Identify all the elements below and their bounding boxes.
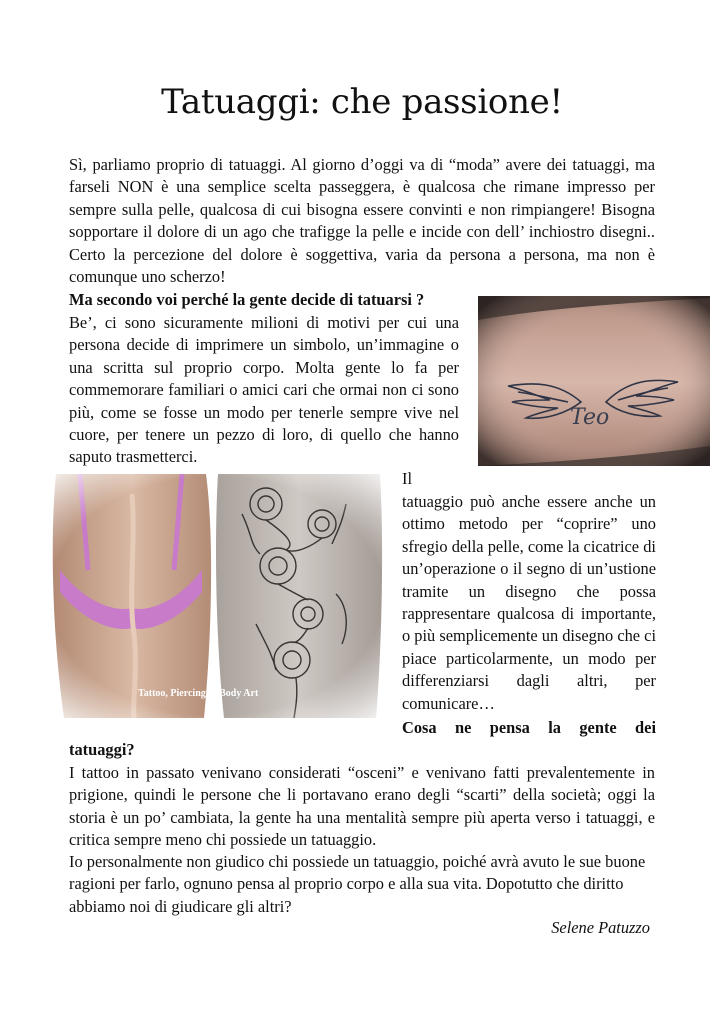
paragraph-il: Il bbox=[402, 469, 413, 488]
intro-paragraph: Sì, parliamo proprio di tatuaggi. Al giorno d’oggi va di “moda” avere dei tatuaggi, ma farseli NON è una semplice scelta passeggera, è qualcosa che rimane impresso per sempre sulla pelle, qualcosa di cui bisogna essere convinti e non rimpiangere! Bisogna sopportare il dolore di un ago che trafigge la pelle e incide con dell’ inchiostro disegni.. Certo la percezione del dolore è soggettiva, varia da persona a persona, ma non è comunque uno scherzo! bbox=[69, 155, 655, 287]
question-heading-2-part1: Cosa ne pensa la gente dei bbox=[402, 718, 656, 737]
back-scar-tattoo-photo bbox=[46, 474, 386, 718]
question-heading-2-part2: tatuaggi? bbox=[69, 740, 135, 759]
answer-paragraph-1: Be’, ci sono sicuramente milioni di motivi per cui una persona decide di imprimere un simbolo, un’immagine o una scritta sul proprio corpo. Molta gente lo fa per commemorare familiari o amici cari che ormai non ci sono più, come se fosse un modo per tenerle sempre vive nel cuore, per tenere un pezzo di loro, di quello che hanno saputo trasmetterci. bbox=[69, 313, 459, 467]
closing-paragraph: Io personalmente non giudico chi possiede un tatuaggio, poiché avrà avuto le sue buone ragioni per farlo, ognuno pensa al proprio corpo e alla sua vita. Dopotutto che diritto abbiamo noi di giudicare gli altri? bbox=[69, 852, 646, 916]
answer-paragraph-2: I tattoo in passato venivano considerati “osceni” e venivano fatti prevalentemente in prigione, quindi le persone che li portavano erano degli “scarti” della società; oggi la storia è un po’ cambiata, la gente ha una mentalità sempre più aperta verso i tatuaggi, e critica sempre meno chi possiede un tatuaggio. bbox=[69, 763, 655, 850]
arm-tattoo-photo bbox=[478, 296, 710, 466]
article-title: Tatuaggi: che passione! bbox=[161, 82, 563, 122]
author-signature: Selene Patuzzo bbox=[551, 918, 650, 937]
question-heading-1: Ma secondo voi perché la gente decide di tatuarsi ? bbox=[69, 290, 425, 309]
cover-paragraph: tatuaggio può anche essere anche un ottimo metodo per “coprire” uno sfregio della pelle, come la cicatrice di un’operazione o il segno di un’ustione tramite un disegno che possa rappresentare qualcosa di importante, o più semplicemente un disegno che ci piace particolarmente, un modo per differenziarsi dagli altri, per comunicare… bbox=[402, 492, 656, 713]
